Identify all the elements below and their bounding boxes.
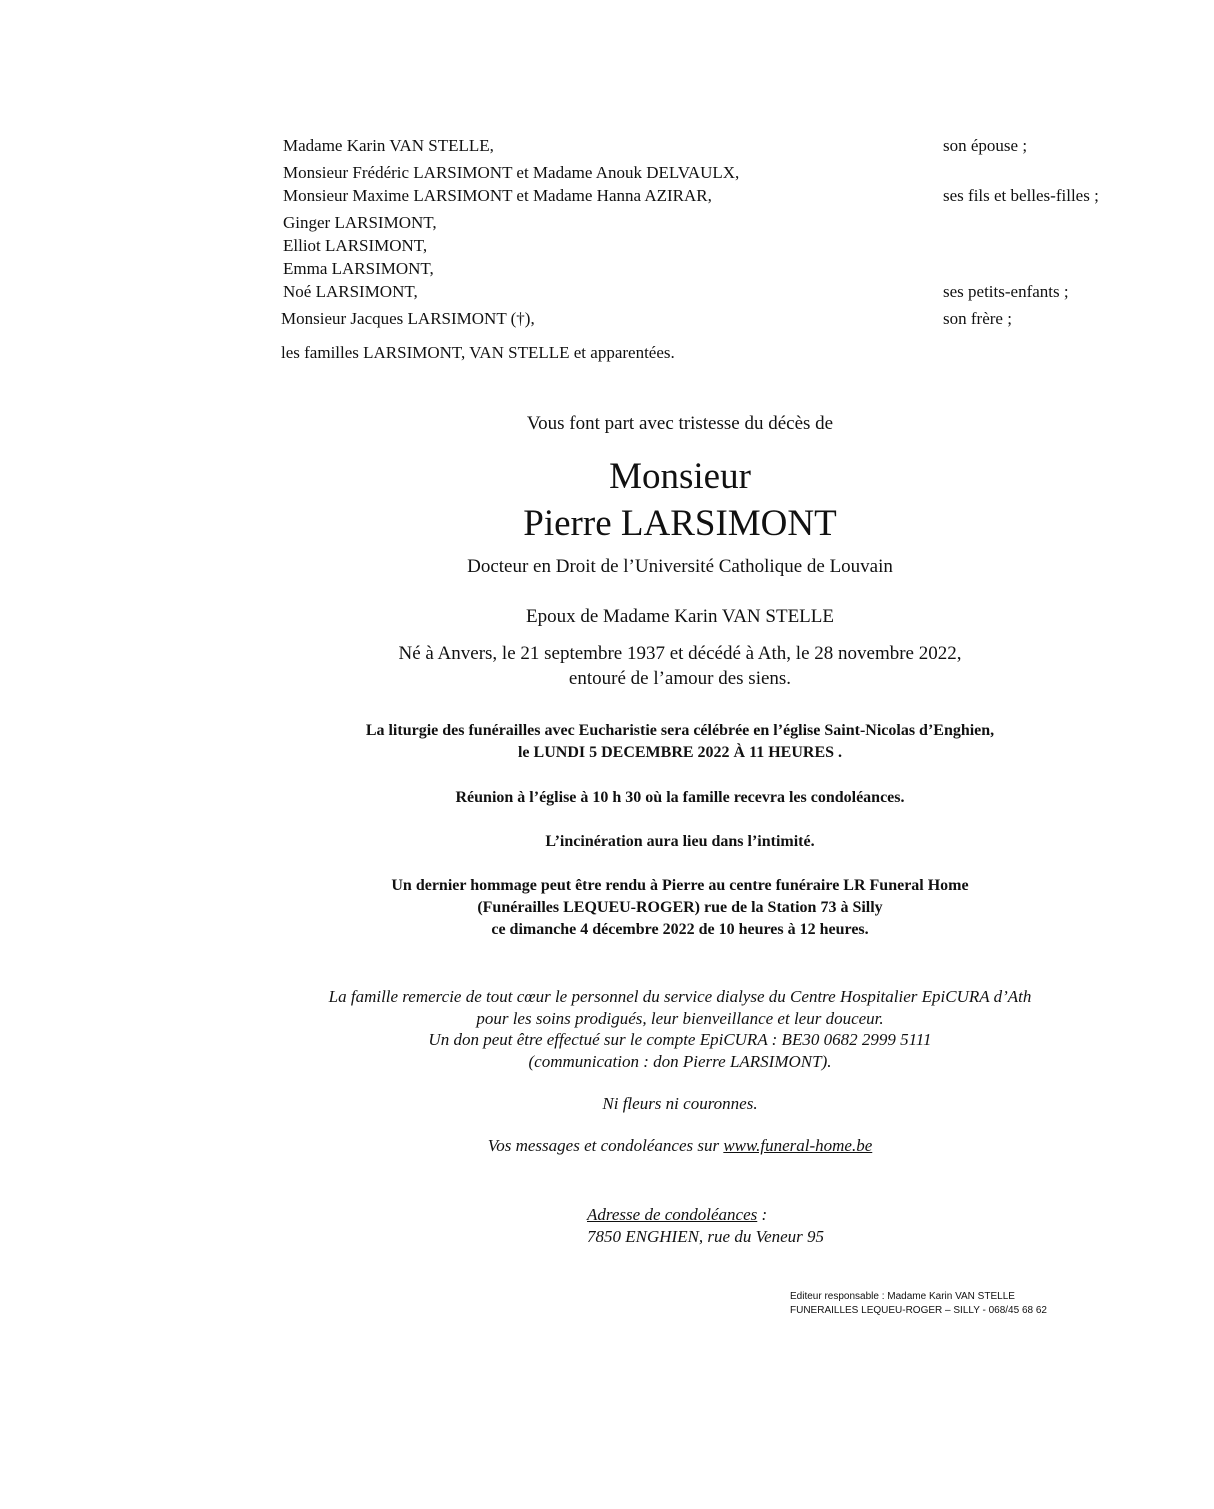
relation-sons: ses fils et belles-filles ; [943, 186, 1099, 205]
meeting-info: Réunion à l’église à 10 h 30 où la famille recevra les condoléances. [455, 789, 905, 806]
deceased-spouse: Epoux de Madame Karin VAN STELLE [526, 606, 834, 627]
relation-brother: son frère ; [943, 309, 1012, 328]
family-brother [281, 307, 535, 330]
surrounded: entouré de l’amour des siens. [568, 668, 792, 689]
family-line: Monsieur Jacques LARSIMONT (†), [281, 309, 535, 328]
deceased-degree: Docteur en Droit de l’Université Catholique de Louvain [467, 556, 893, 577]
funeral-home-contact: FUNERAILLES LEQUEU-ROGER – SILLY - 068/45 68 62 [790, 1305, 1047, 1316]
deceased-title: Monsieur [609, 456, 751, 497]
liturgy-line-2: le LUNDI 5 DECEMBRE 2022 À 11 HEURES . [517, 744, 843, 761]
cremation-info: L’incinération aura lieu dans l’intimité. [545, 833, 815, 850]
birth-death: Né à Anvers, le 21 septembre 1937 et décédé à Ath, le 28 novembre 2022, [398, 643, 962, 664]
family-line: Madame Karin VAN STELLE, [283, 136, 494, 155]
relation-grandchildren: ses petits-enfants ; [943, 282, 1069, 301]
family-spouse [283, 134, 494, 157]
homage-line-3: ce dimanche 4 décembre 2022 de 10 heures à 12 heures. [491, 921, 869, 938]
family-line: Ginger LARSIMONT, [283, 213, 437, 232]
thanks-line-4: (communication : don Pierre LARSIMONT). [528, 1052, 832, 1071]
family-line: Noé LARSIMONT, [283, 282, 418, 301]
family-line: Monsieur Maxime LARSIMONT et Madame Hanna AZIRAR, [283, 186, 712, 205]
family-sons [283, 161, 739, 207]
family-line: Emma LARSIMONT, [283, 259, 434, 278]
deceased-name: Pierre LARSIMONT [523, 503, 837, 544]
announcement-intro: Vous font part avec tristesse du décès de [526, 413, 834, 434]
address-line: 7850 ENGHIEN, rue du Veneur 95 [587, 1227, 825, 1246]
address-label-line [587, 1203, 767, 1226]
homage-line-1: Un dernier hommage peut être rendu à Pierre au centre funéraire LR Funeral Home [391, 877, 969, 894]
liturgy-line-1: La liturgie des funérailles avec Eucharistie sera célébrée en l’église Saint-Nicolas d’Enghien, [365, 722, 995, 739]
family-grandchildren [283, 211, 437, 303]
thanks-line-3: Un don peut être effectué sur le compte EpiCURA : BE30 0682 2999 5111 [428, 1030, 932, 1049]
relation-spouse: son épouse ; [943, 136, 1028, 155]
messages-line [0, 1134, 1214, 1157]
family-line: les familles LARSIMONT, VAN STELLE et apparentées. [281, 343, 675, 362]
family-relatives [281, 341, 675, 364]
thanks-line-2: pour les soins prodigués, leur bienveillance et leur douceur. [476, 1009, 884, 1028]
homage-line-2: (Funérailles LEQUEU-ROGER) rue de la Station 73 à Silly [477, 899, 883, 916]
address-colon: : [757, 1205, 768, 1224]
messages-prefix: Vos messages et condoléances sur [487, 1136, 724, 1155]
website-link[interactable]: www.funeral-home.be [723, 1136, 873, 1155]
no-flowers: Ni fleurs ni couronnes. [602, 1094, 758, 1113]
address-label: Adresse de condoléances [587, 1205, 758, 1224]
publisher: Editeur responsable : Madame Karin VAN STELLE [790, 1291, 1015, 1302]
family-line: Monsieur Frédéric LARSIMONT et Madame Anouk DELVAULX, [283, 163, 740, 182]
family-line: Elliot LARSIMONT, [283, 236, 428, 255]
thanks-line-1: La famille remercie de tout cœur le personnel du service dialyse du Centre Hospitalier EpiCURA d’Ath [328, 987, 1032, 1006]
